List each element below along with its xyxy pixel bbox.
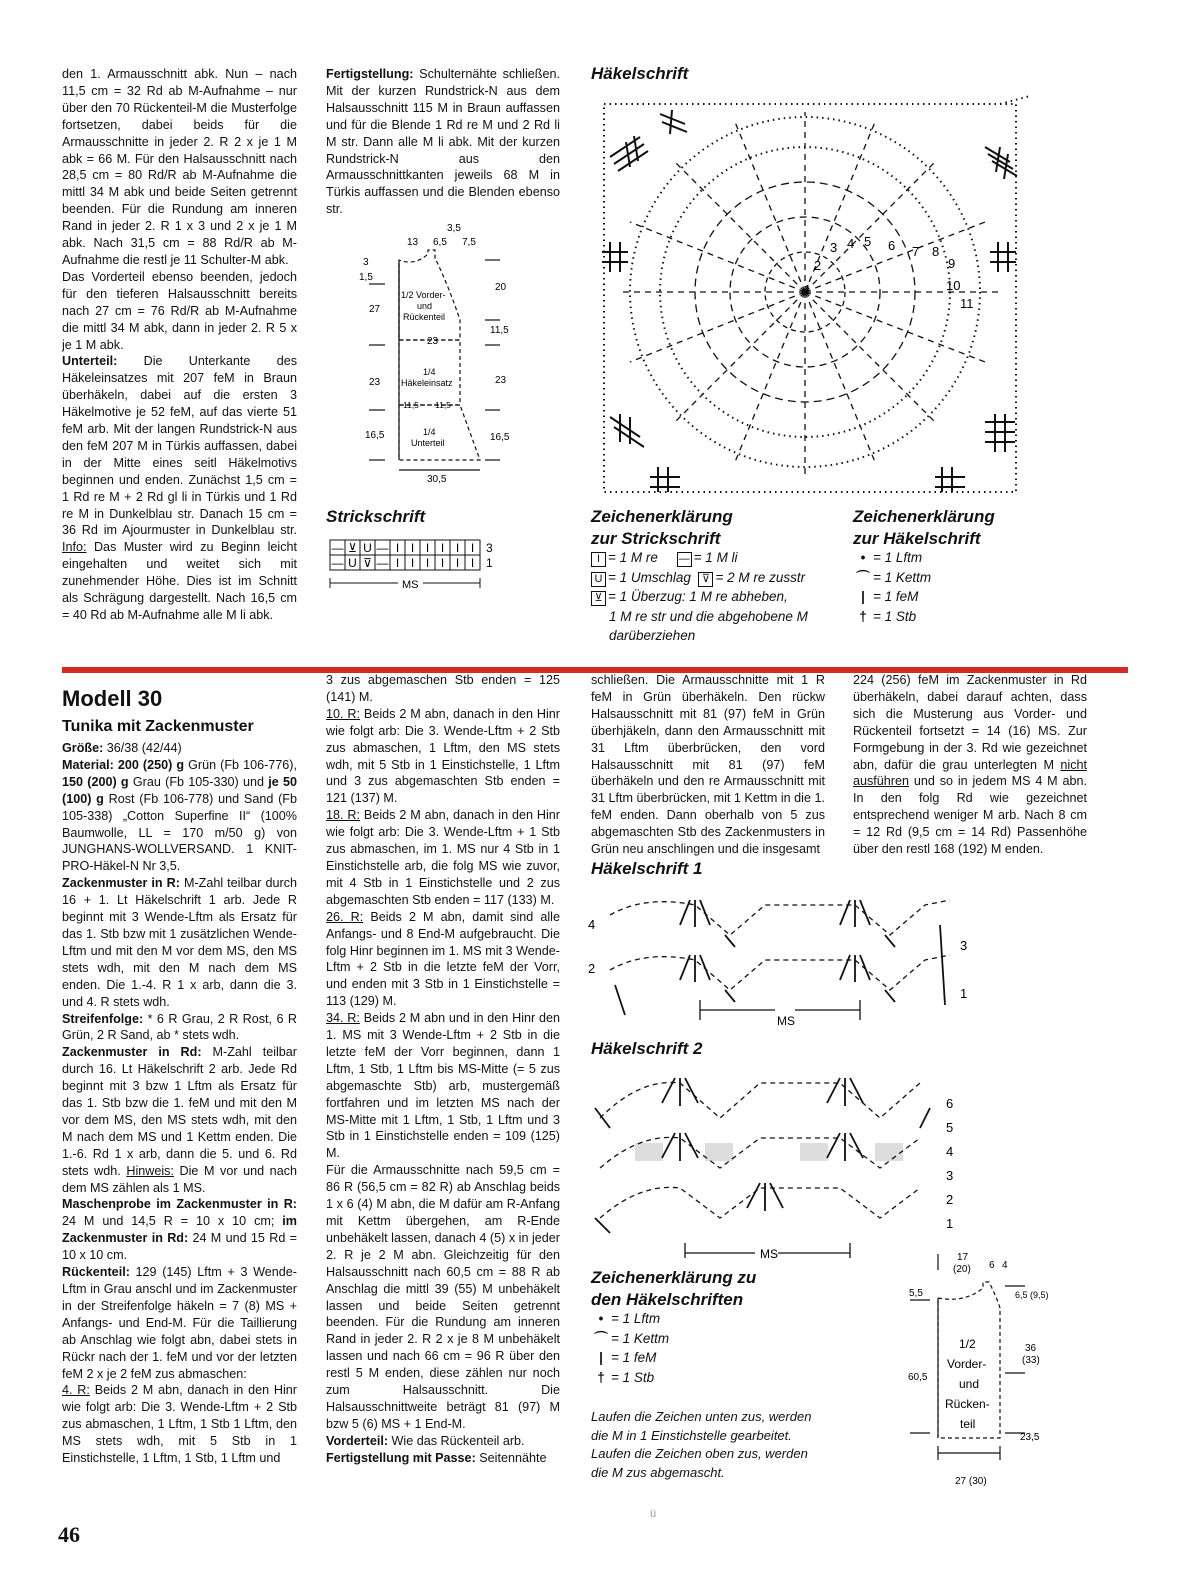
legend-item xyxy=(591,568,851,588)
legend-title: Zeichenerklärung zu xyxy=(591,1268,757,1287)
paragraph xyxy=(62,875,297,1010)
dim-top-13: 13 xyxy=(407,237,419,248)
schematic-diagram-1 xyxy=(355,220,525,490)
legend-text: = 1 Stb xyxy=(611,1369,655,1385)
chart-cell: I xyxy=(395,541,400,555)
label: 4. R: xyxy=(62,1383,90,1398)
dim-right: 23,5 xyxy=(1020,1432,1040,1443)
label: 18. R: xyxy=(326,808,361,823)
paragraph xyxy=(326,1450,560,1467)
text: M-Zahl teilbar durch 16 + 1. Lt Häkelschrift 1 arb. Jede R beginnt mit 3 Wende-Lftm als Ersatz für das 1. Stb bzw mit 1 zusätzlichen Wende-Lftm und mit den M vor dem MS, den MS stets wdh, mit den M nach dem MS enden. Die 1.-4. R 1 x arb, dann die 3. und 4. R stets wdh. xyxy=(62,876,298,1009)
dim-left: 27 xyxy=(369,304,381,315)
dim-left: 1,5 xyxy=(359,272,373,283)
chart-cell: — xyxy=(331,541,344,555)
text: Wie das Rückenteil arb. xyxy=(388,1433,525,1448)
section-label: Unterteil: xyxy=(62,354,118,369)
round-number: 6 xyxy=(888,238,896,253)
chart-cell: ⊻ xyxy=(348,541,357,555)
round-number: 3 xyxy=(830,240,838,255)
dim-left: 3 xyxy=(363,257,369,268)
dim-bottom: 27 (30) xyxy=(955,1476,987,1487)
text: Beids 2 M abn, danach in den Hinr wie folgt arb: Die 3. Wende-Lftm + 2 Stb zus abmaschen, 1 Lftm, 1 Stb 1 Lftm, den MS stets wdh, mit 5 Stb in 1 Einstichstelle, 1 Lftm, 1 Stb, 1 Lftm und xyxy=(62,1383,297,1466)
label: 34. R: xyxy=(326,1011,360,1026)
legend-text: darüberziehen xyxy=(609,628,696,643)
row-number: 2 xyxy=(946,1192,954,1207)
schematic-diagram-2 xyxy=(905,1248,1065,1496)
dim-top: (20) xyxy=(953,1264,971,1275)
chart-cell: — xyxy=(376,541,389,555)
instructions-column-1 xyxy=(62,66,297,624)
round-number: 4 xyxy=(847,236,855,251)
dim-right: 16,5 xyxy=(490,432,510,443)
text: 3 zus abgemaschen Stb enden = 125 (141) M. xyxy=(326,673,560,704)
label: 10. R: xyxy=(326,706,361,721)
paragraph xyxy=(326,706,560,807)
text: Beids 2 M abn, danach in den Hinr wie folgt arb: Die 3. Wende-Lftm + 1 Stb zus abmaschen, im 1. MS nur 4 Stb in 1 Einstichstelle arb, die folg MS wie zuvor, mit 4 Stb in 1 Einstichstelle und 2 zus abgemaschten Stb enden = 117 (133) M. xyxy=(326,808,560,907)
chart-cell: I xyxy=(470,556,475,570)
legend-title: Zeichenerklärung xyxy=(591,507,733,526)
paragraph xyxy=(326,1162,560,1433)
bar-icon: | xyxy=(599,1350,603,1365)
page-number: 46 xyxy=(58,1522,80,1547)
text: Für die Armausschnitte nach 59,5 cm = 86 R (56,5 cm = 82 R) ab Anschlag beids 1 x 6 (4) M abn, die M dafür am R-Anfang mit Kettm übergehen, am R-Ende unbehäkelt lassen, danach 4 (5) x in jeder 2. R je 2 M abn. Gleichzeitig für den Halsausschnitt nach 60,5 cm = 88 R ab Anschlag die mittl 39 (55) M unbehäkelt lassen und beide Seiten getrennt beenden. Für die Rundung am inneren Rand in jeder 2. R 2 x je 8 M unbehäkelt lassen und nach 66 cm = 96 R über den restl 5 M enden, diese zählen nur noch zum Halsausschnitt. Die Halsausschnittweite beträgt 81 (97) M bzw 5 (6) MS + 1 End-M. xyxy=(326,1163,560,1431)
dim-top-3-5: 3,5 xyxy=(447,223,461,234)
row-number: 2 xyxy=(588,961,596,976)
label: Material: 200 (250) g xyxy=(62,757,185,772)
chart-cell: I xyxy=(455,541,460,555)
label: und xyxy=(959,1377,980,1391)
legend-text: = 1 M li xyxy=(693,550,738,565)
row-number: 1 xyxy=(946,1216,954,1231)
text: Die M vor und nach dem MS zählen als 1 MS. xyxy=(62,1163,297,1195)
chart-cell: I xyxy=(395,556,400,570)
label: 11,5 xyxy=(403,400,419,410)
paragraph: schließen. Die Armausschnitte mit 1 R feM in Grün überhäkeln. Den rückw Halsausschnitt mit 81 (97) feM in Grün überhjäkeln, dann den Armausschnitt mit 31 Lftm überbrücken, den vord Halsausschnitt mit 81 (97) feM überhäkeln und den re Armausschnitt mit 31 Lftm überbrücken, mit 1 Kettm in die 1. feM enden. Dann oberhalb von 5 zus abgemaschten Stb des Zackenmusters in Grün neu anschlingen und die insgesamt xyxy=(591,673,825,857)
crochet-chart-1 xyxy=(585,885,985,1035)
stitch-symbol: U xyxy=(591,572,606,587)
label: je 50 (100) g xyxy=(62,774,298,806)
dim-top: 17 xyxy=(957,1252,969,1263)
paragraph xyxy=(326,66,560,218)
chart-cell: I xyxy=(440,541,445,555)
crochet-chart-2 xyxy=(590,1068,970,1263)
label: Zackenmuster in Rd: xyxy=(62,1045,202,1060)
chart-cell: U xyxy=(363,541,372,555)
legend-item xyxy=(591,1309,831,1329)
label: Fertigstellung mit Passe: xyxy=(326,1450,476,1465)
dim-left: 23 xyxy=(369,377,381,388)
legend-text: = 1 Stb xyxy=(873,608,917,624)
round-number: 7 xyxy=(912,244,920,259)
paragraph xyxy=(62,1044,297,1196)
paragraph-text: Schulternähte schließen. Mit der kurzen Rundstrick-N aus dem Halsausschnitt 115 M in Braun auffassen und für die Blende 1 Rd re M und 2 Rd li M str. Dann alle M li abk. Mit der kurzen Rundstrick-N aus den Armausschnittkanten jeweils 68 M in Türkis auffassen und die Blenden ebenso str. xyxy=(326,67,560,217)
paragraph xyxy=(326,807,560,908)
stitch-symbol: ⊻ xyxy=(591,591,606,606)
stitch-symbol: — xyxy=(678,553,690,565)
m30-column-3 xyxy=(591,672,825,858)
dim-top: 4 xyxy=(1002,1260,1008,1271)
paragraph xyxy=(62,353,297,624)
legend-text: = 1 Kettm xyxy=(611,1330,670,1346)
modell-subtitle: Tunika mit Zackenmuster xyxy=(62,718,254,735)
paragraph xyxy=(326,1010,560,1162)
label: Vorderteil: xyxy=(326,1433,389,1448)
dot-icon: • xyxy=(598,1311,604,1326)
m30-column-4 xyxy=(853,672,1087,858)
paragraph: den 1. Armausschnitt abk. Nun – nach 11,5 cm = 32 Rd ab M-Aufnahme – nur über den 70 Rückenteil-M die Musterfolge fortsetzen, dabei beids für die Armausschnitte in jeder 2. R 2 x je 1 M abk = 66 M. Für den Halsausschnitt nach 28,5 cm = 80 Rd/R ab M-Aufnahme die mittl 34 M abk und beide Seiten getrennt beenden. Für die Rundung am inneren Rand in jeder 2. R 1 x 3 und 2 x je 1 M abk. Nach 31,5 cm = 88 Rd/R ab M-Aufnahme die restl je 11 Schulter-M abk. xyxy=(62,67,297,267)
text: Beids 2 M abn, damit sind alle Anfangs- und 8 End-M aufgebraucht. Die folg Hinr beginnen im 1. MS mit 3 Wende-Lftm + 2 Stb in die letzte feM der Vorr, und enden mit 3 Stb in 1 Einstichstelle = 113 (129) M. xyxy=(326,909,560,1009)
round-number: 11 xyxy=(960,296,974,311)
row-number: 4 xyxy=(946,1144,954,1159)
legend-text: = 1 Lftm xyxy=(873,550,923,565)
legend-item xyxy=(591,1329,831,1349)
label: Zackenmuster in R: xyxy=(62,876,180,891)
paragraph xyxy=(62,1011,297,1045)
m30-column-2 xyxy=(326,672,560,1467)
paragraph xyxy=(62,1264,297,1382)
legend-subtitle: zur Häkelschrift xyxy=(853,528,981,548)
paragraph-text: Die Unterkante des Häkeleinsatzes mit 207 feM in Braun überhäkeln, dabei auf die ersten 3 Häkelmotive je 52 feM, auf das vierte 51 feM arb. Mit der langen Rundstrick-N aus den feM 207 M in Türkis auffassen, dabei in der Mitte eines seitl Häkelmotivs beginnen und enden. Zunächst 1,5 cm = 1 Rd re M + 2 Rd gl li in Türkis und 1 Rd re M in Dunkelblau str. Danach 15 cm = 36 Rd im Ajourmuster in Dunkelblau str. xyxy=(62,354,298,538)
instructions-column-2 xyxy=(326,66,560,218)
text: Grün (Fb 106-776), xyxy=(184,757,297,772)
label: 150 (200) g xyxy=(62,774,129,789)
legend-text: = 1 feM xyxy=(873,589,919,604)
strickschrift-title: Strickschrift xyxy=(326,507,426,526)
legend-item xyxy=(591,626,851,646)
legend-text: = 2 M re zusstr xyxy=(715,569,806,585)
haekelschrift-1-title: Häkelschrift 1 xyxy=(591,859,703,878)
text: Beids 2 M abn, danach in den Hinr wie folgt arb: Die 3. Wende-Lftm + 2 Stb zus abmaschen, 1 Lftm, den MS stets wdh, mit 5 Stb in 1 Einstichstelle, 1 Lftm und 3 zus abgemaschten Stb enden = 121 (137) M. xyxy=(326,706,560,806)
chart-cell: I xyxy=(410,541,415,555)
footer-mark: ü xyxy=(650,1508,657,1520)
dim-right: 36 xyxy=(1025,1343,1037,1354)
legend-crochet xyxy=(853,507,1113,626)
text: M-Zahl teilbar durch 16. Lt Häkelschrift 2 arb. Jede Rd beginnt mit 3 bzw 1 Lftm als Ersatz für das 1. Stb bzw die 1. feM und mit den M vor dem MS, den MS stets wdh, mit den M nach dem MS und 1 Kettm enden. Die 1.-6. Rd 1 x arb, dann die 5. und 6. Rd stets wdh. xyxy=(62,1045,297,1178)
knitting-chart xyxy=(328,538,508,596)
dim-right: 20 xyxy=(495,282,507,293)
label: Streifenfolge: xyxy=(62,1011,144,1026)
modell-title: Modell 30 xyxy=(62,686,163,711)
label: Rückenteil xyxy=(403,312,446,322)
legend-crochet-charts xyxy=(591,1268,831,1387)
label: Rückenteil: xyxy=(62,1265,130,1280)
text: Beids 2 M abn und in den Hinr den 1. MS mit 3 Wende-Lftm + 2 Stb in die letzte feM der Vorr beginnen, dann 1 Lftm, 1 Stb, 1 Lftm bis MS-Mitte (= 5 zus abgemaschte Stb) arb, mustergemäß fortfahren und im letzten MS nach der MS-Mitte mit 1 Lftm, 1 Stb, 1 Lftm und 3 Stb in 1 Einstichstelle enden = 109 (125) M. xyxy=(326,1011,560,1161)
paragraph xyxy=(62,1382,297,1467)
chart-cell: U xyxy=(348,556,357,570)
round-number: 8 xyxy=(932,244,940,259)
text: 24 M und 14,5 R = 10 x 10 cm; xyxy=(62,1214,283,1229)
dim-left: 60,5 xyxy=(908,1372,928,1383)
paragraph xyxy=(62,757,297,875)
legend-text: = 1 Kettm xyxy=(873,569,932,585)
paragraph-text: Das Muster wird zu Beginn leicht eingehalten und weitet sich mit zunehmender Höhe. Dies ist im Schnitt als Schrägung dargestellt. Nach 16,5 cm = 40 Rd ab M-Aufnahme alle M li abk. xyxy=(62,540,297,622)
haekelschrift-2-title: Häkelschrift 2 xyxy=(591,1039,703,1058)
cross-icon: † xyxy=(597,1369,605,1385)
row-number: 1 xyxy=(486,556,493,570)
label: und xyxy=(417,301,433,311)
arc-icon: ⌒ xyxy=(594,1330,608,1346)
row-number: 4 xyxy=(588,917,596,932)
legend-subtitle: zur Strickschrift xyxy=(591,528,721,548)
dot-icon: • xyxy=(860,550,866,565)
ms-label: MS xyxy=(402,579,419,591)
section-label: Fertigstellung: xyxy=(326,67,414,81)
dim-top: 6 xyxy=(989,1260,995,1271)
dim-right: 23 xyxy=(495,375,507,386)
dim-bottom: 30,5 xyxy=(427,474,447,485)
label: Maschenprobe im Zackenmuster in R: xyxy=(62,1197,297,1212)
legend-item xyxy=(853,548,1113,568)
text: 129 (145) Lftm + 3 Wende-Lftm in Grau anschl und im Zackenmuster in der Streifenfolge häkeln = 7 (8) MS + Anfangs- und End-M. Für die Taillierung ab Anschlag wie folgt abn, dabei stets in Rückr nach der 1. feM und vor der letzten feM 2 x je 2 feM zus abmaschen: xyxy=(62,1265,297,1381)
label: 1/2 Vorder- xyxy=(401,290,446,300)
label: Vorder- xyxy=(947,1357,987,1371)
legend-text: = 1 feM xyxy=(611,1350,657,1365)
dim-top-6-5: 6,5 xyxy=(433,237,447,248)
row-number: 3 xyxy=(960,938,968,953)
text: nicht ausführen xyxy=(853,757,1087,789)
chart-cell: I xyxy=(425,556,430,570)
dim-right: 6,5 (9,5) xyxy=(1015,1290,1049,1300)
paragraph xyxy=(326,672,560,706)
label: Unterteil xyxy=(411,438,445,448)
chart-cell: — xyxy=(331,556,344,570)
legend-item xyxy=(591,587,851,607)
arc-icon: ⌒ xyxy=(856,569,870,585)
chart-cell: ⊽ xyxy=(363,556,372,570)
row-number: 5 xyxy=(946,1120,954,1135)
paragraph xyxy=(326,909,560,1010)
paragraph xyxy=(62,740,297,757)
legend-item xyxy=(591,607,851,627)
legend-item xyxy=(853,607,1113,627)
chart-cell: I xyxy=(410,556,415,570)
label: Häkeleinsatz xyxy=(401,378,453,388)
legend-item xyxy=(591,548,851,568)
cross-icon: † xyxy=(859,608,867,624)
legend-item xyxy=(591,1368,831,1388)
label: 11,5 xyxy=(435,400,451,410)
legend-text: = 1 Lftm xyxy=(611,1311,661,1326)
label: 1/4 xyxy=(423,427,436,437)
legend-knitting xyxy=(591,507,851,646)
legend-text: = 1 M re xyxy=(608,550,658,565)
round-number: 5 xyxy=(864,234,872,249)
round-number: 10 xyxy=(946,278,961,293)
round-number: 2 xyxy=(814,258,822,273)
info-label: Info: xyxy=(62,540,87,555)
text: Rost (Fb 106-778) und Sand (Fb 105-338) „Cotton Superfine II“ (100% Baumwolle, LL = 170 m/50 g) von JUNGHANS-WOLLVERSAND. 1 KNIT-PRO-Häkel-N Nr 3,5. xyxy=(62,791,298,874)
stitch-symbol: ⊽ xyxy=(698,572,713,587)
ms-label: MS xyxy=(760,1247,778,1261)
legend-item xyxy=(853,587,1113,607)
dim-left: 5,5 xyxy=(909,1288,923,1299)
paragraph xyxy=(326,1433,560,1450)
dim-right: (33) xyxy=(1022,1355,1040,1366)
chart-cell: I xyxy=(455,556,460,570)
dim-top-7-5: 7,5 xyxy=(462,237,476,248)
row-number: 3 xyxy=(486,541,493,555)
legend-item xyxy=(853,568,1113,588)
text: * 6 R Grau, 2 R Rost, 6 R Grün, 2 R Sand, ab * stets wdh. xyxy=(62,1011,297,1043)
legend-note: Laufen die Zeichen unten zus, werden die M in 1 Einstichstelle gearbeitet. Laufen die Zeichen oben zus, werden die M zus abgemascht. xyxy=(591,1409,812,1480)
chart-cell: I xyxy=(425,541,430,555)
label: 1/2 xyxy=(959,1337,976,1351)
text: Seitennähte xyxy=(475,1450,547,1465)
legend-item xyxy=(591,1348,831,1368)
label: Hinweis: xyxy=(126,1163,174,1178)
dim-right: 11,5 xyxy=(490,325,509,336)
paragraph xyxy=(853,672,1087,858)
row-number: 3 xyxy=(946,1168,954,1183)
chart-cell: I xyxy=(470,541,475,555)
text: Grau (Fb 105-330) und xyxy=(128,774,269,789)
round-number: 9 xyxy=(948,256,956,271)
label: Rücken- xyxy=(945,1397,990,1411)
label: im Zackenmuster in Rd: xyxy=(62,1214,297,1246)
crochet-motif-chart xyxy=(590,92,1040,502)
bar-icon: | xyxy=(861,589,865,604)
label: Größe: xyxy=(62,741,104,755)
label: 26. R: xyxy=(326,909,364,924)
dim-left: 16,5 xyxy=(365,430,385,441)
legend-title: Zeichenerklärung xyxy=(853,507,995,526)
legend-text: 1 M re str und die abgehobene M xyxy=(609,608,808,624)
text: 24 M und 15 Rd = 10 x 10 cm. xyxy=(62,1231,297,1263)
chart-cell: — xyxy=(376,556,389,570)
legend-text: = 1 Umschlag xyxy=(608,569,691,585)
haekelschrift-title: Häkelschrift xyxy=(591,64,689,83)
paragraph xyxy=(62,1196,297,1264)
text: 36/38 (42/44) xyxy=(103,741,182,755)
row-number: 6 xyxy=(946,1096,954,1111)
ms-label: MS xyxy=(777,1014,795,1028)
row-number: 1 xyxy=(960,986,968,1001)
paragraph: Das Vorderteil ebenso beenden, jedoch für den tieferen Halsausschnitt bereits nach 27 cm = 76 Rd/R ab M-Aufnahme die mittl 34 M abk, dann in jeder 2. R 5 x je 1 M abk. xyxy=(62,269,297,352)
m30-column-1 xyxy=(62,740,297,1467)
text: 224 (256) feM im Zackenmuster in Rd überhäkeln, dabei darauf achten, dass sich die Musterung aus Vorder- und Rückenteil fortsetzt = 14 (16) MS. Zur Formgebung in der 3. Rd wie gezeichnet abn, dafür die grau unterlegten M xyxy=(853,673,1087,772)
label: teil xyxy=(960,1417,976,1431)
stitch-symbol: I xyxy=(591,552,606,567)
chart-cell: I xyxy=(440,556,445,570)
label: 23 xyxy=(427,336,439,347)
legend-text: = 1 Überzug: 1 M re abheben, xyxy=(608,589,788,604)
label: 1/4 xyxy=(423,367,436,377)
legend-subtitle: den Häkelschriften xyxy=(591,1289,744,1309)
text: und so in jedem MS 4 M abn. In den folg Rd wie gezeichnet entsprechend weniger M arb. Nach 8 cm = 12 Rd (9,5 cm = 14 Rd) Passenhöhe über den restl 168 (192) M enden. xyxy=(853,774,1087,857)
round-number: 1 xyxy=(804,282,812,297)
